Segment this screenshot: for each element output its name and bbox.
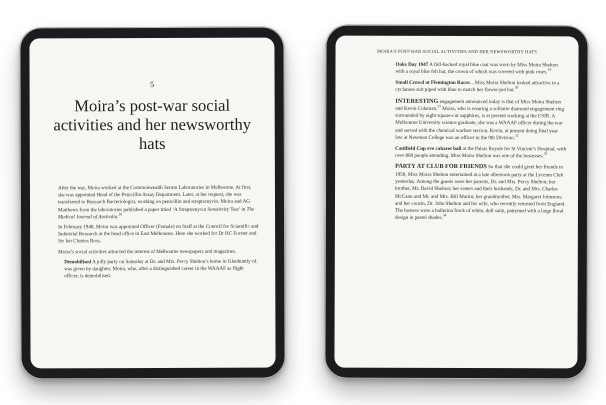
journal-name: The Medical Journal of Australia	[58, 206, 255, 221]
running-head: MOIRA’S POST-WAR SOCIAL ACTIVITIES AND HER NEWSWORTHY HATS	[377, 48, 537, 55]
entry-heading: Small Crowd at Flemington Races	[395, 79, 470, 86]
newspaper-entry	[395, 145, 566, 160]
paragraph: Moira’s social activities attracted the interest of Melbourne newspapers and magazines.	[58, 248, 237, 255]
footnote-ref: 32	[514, 133, 519, 138]
entry-heading: Oaks Day 1947	[395, 61, 429, 68]
entry-text: engagement announced today is that of Miss Moira Shelton and Kevin Coleman.	[395, 98, 562, 112]
footnote-ref: 31	[437, 104, 441, 109]
footnote-ref: 33	[543, 151, 548, 156]
newspaper-entry	[395, 97, 566, 142]
footnote-ref: 29	[547, 67, 552, 72]
entry-heading: INTERESTING	[395, 97, 439, 105]
paragraph: After the war, Moira worked at the Commonwealth Serum Laboratories in Melbourne. At first, she was appointed Head of the Penicillin Assay Department. Later, at her request, she was transferred to Research Bacteriologist, working on penicillin and streptomycin. Moira and AG Matthews from the laboratories published a paper titled ‘A Streptomycin Sensitivity Test’ in The Medical Journal of Australia.$^{28}$	[57, 184, 255, 221]
newspaper-entry	[395, 62, 566, 77]
paragraph: In February 1948, Moira was appointed Officer (Female) on Staff at the Council for Scientific and Industrial Research at the head office in East Melbourne. Here she worked for Dr HC Forster and Sir Ian Clunies Ross.	[58, 223, 259, 245]
newspaper-entry	[64, 258, 259, 280]
footnote-ref: 28	[118, 212, 123, 217]
entry-text: at the Palais Royale for St Vincent’s Hospital, with over 800 people attending. Miss Moira Shelton was one of the hostesses.	[395, 145, 567, 160]
entry-text: Moira, who is wearing a solitaire diamond engagement ring surrounded by eight square-cut sapphires, is at present working at the CSIR. A Melbourne University science graduate, she was a WAAAF officer during the war and served with the chemical warfare section. Kevin, at present doing final year law at Newman College was an officer in the 9th Division.	[395, 105, 565, 142]
footnote-ref: 34	[442, 213, 447, 218]
entry-text: …Miss Moira Shelton looked attractive in a cyclamen suit piped with blue to match her flower-pot hat.	[395, 79, 560, 94]
entry-heading: Demobilised	[64, 259, 92, 266]
newspaper-entry	[395, 163, 566, 223]
entry-text: A full-backed royal blue coat was worn by Miss Moira Shelton with a royal blue felt hat, the crown of which was covered with pink roses.	[395, 61, 558, 76]
right-page-screen[interactable]	[334, 36, 578, 369]
entry-heading: Caulfield Cup eve cabaret ball	[395, 145, 462, 152]
chapter-title: Moira’s post-war social activities and her newsworthy hats	[53, 95, 251, 154]
left-page-screen[interactable]	[29, 38, 275, 369]
entry-text: A jolly party on Saturday at Dr. and Mrs. Percy Shelton’s home in Glenhuntly rd. was given by daughter, Moira, who, after a distinguished career in the WAAAF as flight officer, is demobilised.	[64, 258, 258, 280]
entry-heading: PARTY AT CLUB FOR FRIENDS	[395, 163, 487, 171]
footnote-ref: 30	[514, 85, 519, 90]
newspaper-entry	[395, 80, 566, 95]
right-body-text	[395, 62, 567, 226]
tablet-right	[324, 25, 588, 380]
left-body-text	[58, 185, 259, 284]
page-number: 5	[150, 79, 155, 90]
entry-text: So that she could greet her friends in 1950, Miss Moira Shelton entertained at a late afternoon party at the Lyceum Club yesterday. Among the guests were her parents, Dr. and Mrs. Percy Shelton; her brother, Mr. David Shelton; her sisters and their husbands, Dr. and Mrs. Charles McCann and Mr. and Mrs. Bill Martin; her grandmother, Mrs. Margaret Johnston; and her cousin, Dr. John Shelton and his wife, who recently returned from England. The hostess wore a ballerina frock of white, dull satin, patterned with a large floral design in pastel shades.	[394, 164, 566, 222]
tablet-left	[19, 27, 285, 380]
